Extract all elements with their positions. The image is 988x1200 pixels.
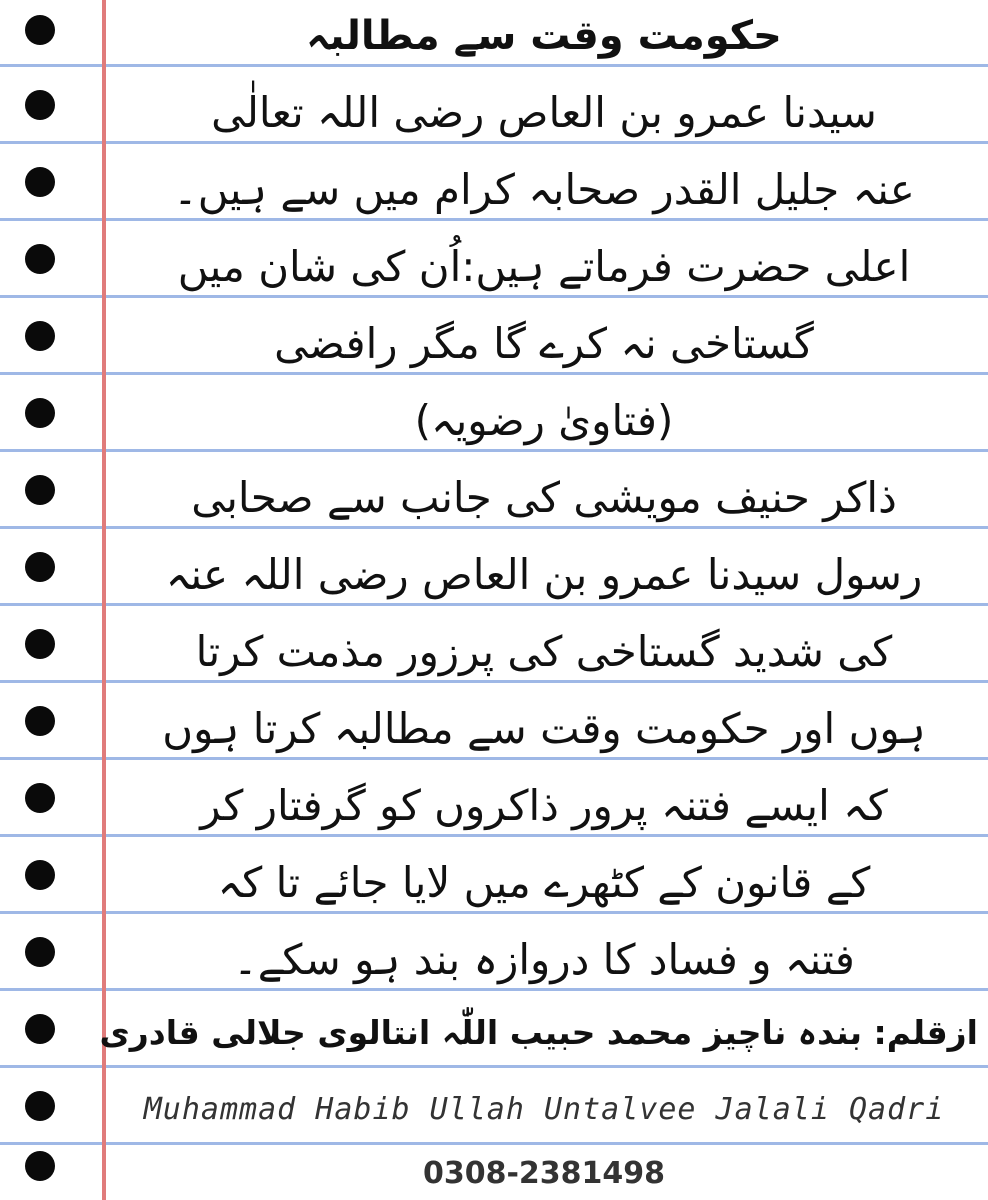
punch-hole — [25, 15, 55, 45]
punch-hole — [25, 167, 55, 197]
rule-line — [0, 64, 988, 67]
rule-line — [0, 911, 988, 914]
rule-line — [0, 295, 988, 298]
page-title: حکومت وقت سے مطالبہ — [306, 13, 782, 59]
body-line: عنہ جلیل القدر صحابہ کرام میں سے ہیں۔ — [173, 165, 915, 214]
body-line: سیدنا عمرو بن العاص رضی اللہ تعالٰی — [211, 88, 877, 137]
phone-number: 0308-2381498 — [422, 1156, 666, 1191]
rule-line — [0, 449, 988, 452]
rule-line — [0, 834, 988, 837]
author-english: Muhammad Habib Ullah Untalvee Jalali Qadri — [143, 1092, 945, 1127]
rule-line — [0, 526, 988, 529]
body-line: اعلی حضرت فرماتے ہیں:اُن کی شان میں — [177, 242, 911, 291]
rule-line — [0, 372, 988, 375]
rule-line — [0, 218, 988, 221]
punch-hole — [25, 937, 55, 967]
rule-line — [0, 988, 988, 991]
body-line: کی شدید گستاخی کی پرزور مذمت کرتا — [195, 627, 893, 676]
body-line: گستاخی نہ کرے گا مگر رافضی — [274, 319, 814, 368]
rule-line — [0, 680, 988, 683]
rule-line — [0, 1142, 988, 1145]
body-line: رسول سیدنا عمرو بن العاص رضی اللہ عنہ — [165, 550, 923, 599]
rule-line — [0, 757, 988, 760]
punch-hole — [25, 629, 55, 659]
punch-hole — [25, 552, 55, 582]
body-line: کے قانون کے کٹھرے میں لایا جائے تا کہ — [217, 858, 871, 907]
body-line: کہ ایسے فتنہ پرور ذاکروں کو گرفتار کر — [200, 781, 888, 830]
body-line: فتنہ و فساد کا دروازہ بند ہو سکے۔ — [233, 935, 855, 984]
rule-line — [0, 603, 988, 606]
punch-hole — [25, 398, 55, 428]
rule-line — [0, 1065, 988, 1068]
body-line: ذاکر حنیف مویشی کی جانب سے صحابی — [191, 473, 897, 522]
punch-hole — [25, 90, 55, 120]
punch-hole — [25, 321, 55, 351]
punch-hole — [25, 244, 55, 274]
punch-hole — [25, 1014, 55, 1044]
rule-line — [0, 141, 988, 144]
body-line: ہوں اور حکومت وقت سے مطالبہ کرتا ہوں — [162, 704, 926, 753]
punch-hole — [25, 475, 55, 505]
author-urdu: ازقلم: بندہ ناچیز محمد حبیب اللّٰہ انتالوی جلالی قادری — [99, 1013, 978, 1052]
punch-hole — [25, 706, 55, 736]
punch-hole — [25, 860, 55, 890]
punch-hole — [25, 1091, 55, 1121]
punch-hole — [25, 1151, 55, 1181]
punch-hole — [25, 783, 55, 813]
citation-line: (فتاویٰ رضویہ) — [414, 396, 674, 445]
